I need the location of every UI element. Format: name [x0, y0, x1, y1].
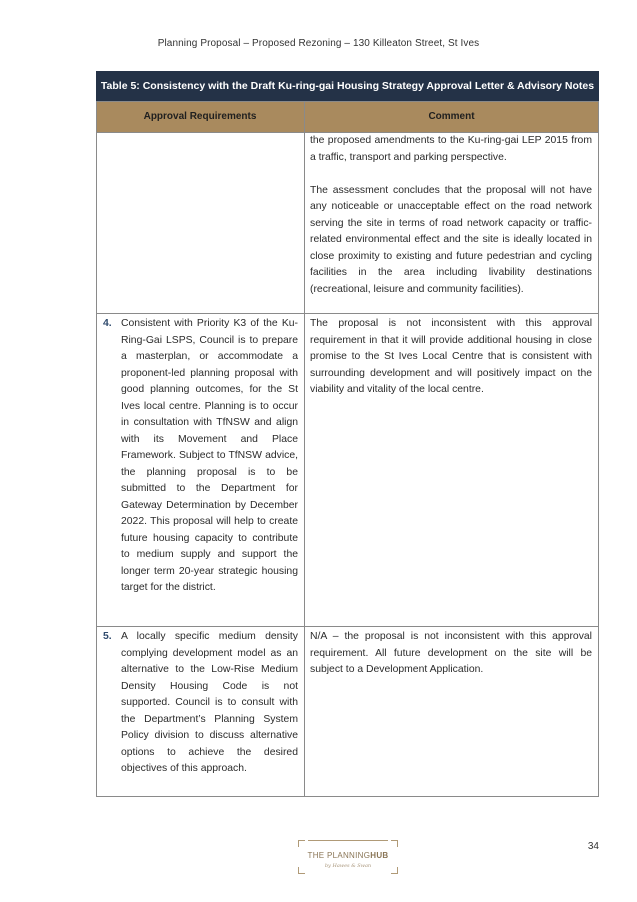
row-number-5: 5. — [103, 631, 112, 642]
logo-tagline: by Hawes & Swan — [324, 863, 372, 869]
planning-hub-logo — [298, 840, 398, 874]
table-title: Table 5: Consistency with the Draft Ku-ring-gai Housing Strategy Approval Letter & Advisory Notes — [96, 71, 599, 101]
column-divider — [304, 101, 305, 797]
row-divider — [96, 313, 599, 314]
requirement-cell-5: A locally specific medium density complying development model as an alternative to the Low-Rise Medium Density Housing Code is not supported. Council is to consult with the Department’s Planning System Policy division to discuss alternative options to achieve the desired objectives of this approach. — [121, 631, 298, 774]
comment-paragraph: the proposed amendments to the Ku-ring-gai LEP 2015 from a traffic, transport and parking perspective. — [310, 135, 592, 163]
requirement-cell-4: Consistent with Priority K3 of the Ku-Ring-Gai LSPS, Council is to prepare a masterplan, or accommodate a proponent-led planning proposal with good planning outcomes, for the St Ives local centre. Planning is to occur in consultation with TfNSW and align with its Movement and Place Framework. Subject to TfNSW advice, the planning proposal is to be submitted to the Department for Gateway Determination by December 2022. This proposal will help to create future housing capacity to contribute to medium supply and support the longer term 20-year strategic housing target for the district. — [121, 318, 298, 593]
table-row-continued-comment — [310, 133, 592, 298]
page-number: 34 — [587, 841, 599, 852]
running-header: Planning Proposal – Proposed Rezoning – 130 Killeaton Street, St Ives — [157, 38, 480, 49]
comment-paragraph: The assessment concludes that the proposal will not have any noticeable or unacceptable effect on the road network serving the site in terms of road network capacity or traffic-related environmental effect and the site is ideally located in close proximity to existing and future pedestrian and cycling facilities in the area including livability destinations (recreational, leisure and community facilities). — [310, 184, 592, 295]
column-header-comment: Comment — [428, 111, 475, 122]
comment-cell-4: The proposal is not inconsistent with this approval requirement in that it will provide additional housing in close promise to the St Ives Local Centre that is consistent with surrounding development and will positively impact on the viability and vitality of the local centre. — [310, 318, 592, 395]
logo-name — [298, 851, 398, 860]
row-divider — [96, 626, 599, 627]
comment-cell-5: N/A – the proposal is not inconsistent with this approval requirement. All future development on the site will be subject to a Development Application. — [310, 631, 592, 675]
logo-text-light: THE PLANNING — [307, 851, 371, 860]
column-header-requirements: Approval Requirements — [143, 111, 257, 122]
row-number-4: 4. — [103, 318, 112, 329]
logo-text-bold: HUB — [370, 851, 389, 860]
